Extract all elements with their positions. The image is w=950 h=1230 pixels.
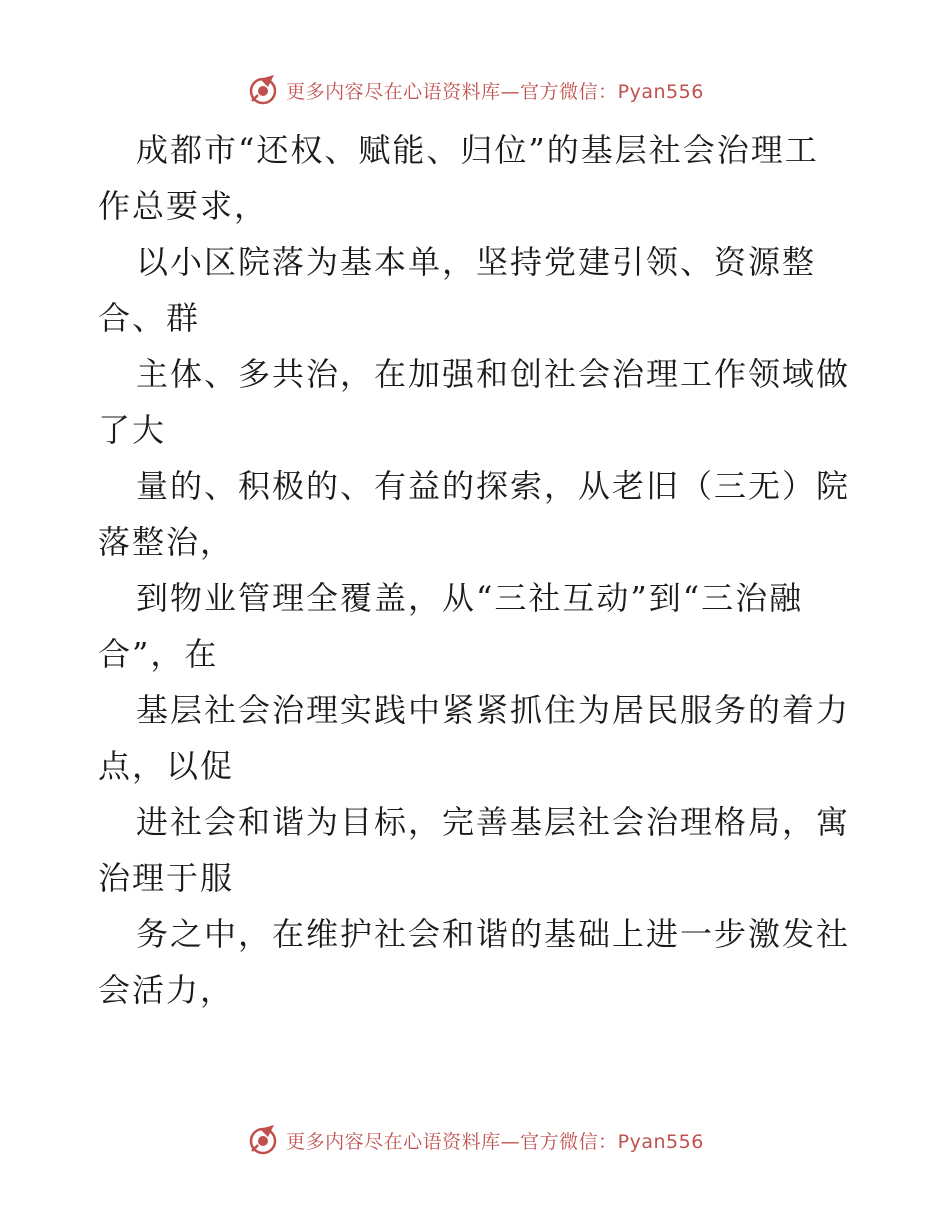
text-line: 以小区院落为基本单，坚持党建引领、资源整 — [136, 243, 817, 281]
text-line: 治理于服 — [98, 859, 235, 897]
header-banner — [0, 70, 950, 110]
text-line: 会活力， — [98, 971, 235, 1009]
footer-banner — [0, 1120, 950, 1160]
text-line: 作总要求， — [98, 187, 269, 225]
quill-logo-icon — [246, 1123, 280, 1157]
text-line: 落整治， — [98, 523, 235, 561]
text-line: 量的、积极的、有益的探索，从老旧（三无）院 — [136, 467, 851, 505]
text-line: 基层社会治理实践中紧紧抓住为居民服务的着力 — [136, 691, 851, 729]
text-line: 主体、多共治，在加强和创社会治理工作领域做 — [136, 355, 851, 393]
footer-banner-text: 更多内容尽在心语资料库—官方微信：Pyan556 — [286, 1130, 704, 1153]
text-line: 务之中，在维护社会和谐的基础上进一步激发社 — [136, 915, 851, 953]
document-body — [98, 122, 858, 1018]
text-line: 了大 — [98, 411, 167, 449]
text-line: 合、群 — [98, 299, 201, 337]
text-line: 到物业管理全覆盖，从“三社互动”到“三治融 — [136, 579, 804, 617]
quill-logo-icon — [246, 73, 280, 107]
text-line: 成都市“还权、赋能、归位”的基层社会治理工 — [136, 131, 819, 169]
text-line: 点，以促 — [98, 747, 235, 785]
header-banner-text: 更多内容尽在心语资料库—官方微信：Pyan556 — [286, 80, 704, 103]
text-line: 进社会和谐为目标，完善基层社会治理格局，寓 — [136, 803, 851, 841]
text-line: 合”，在 — [98, 635, 219, 673]
